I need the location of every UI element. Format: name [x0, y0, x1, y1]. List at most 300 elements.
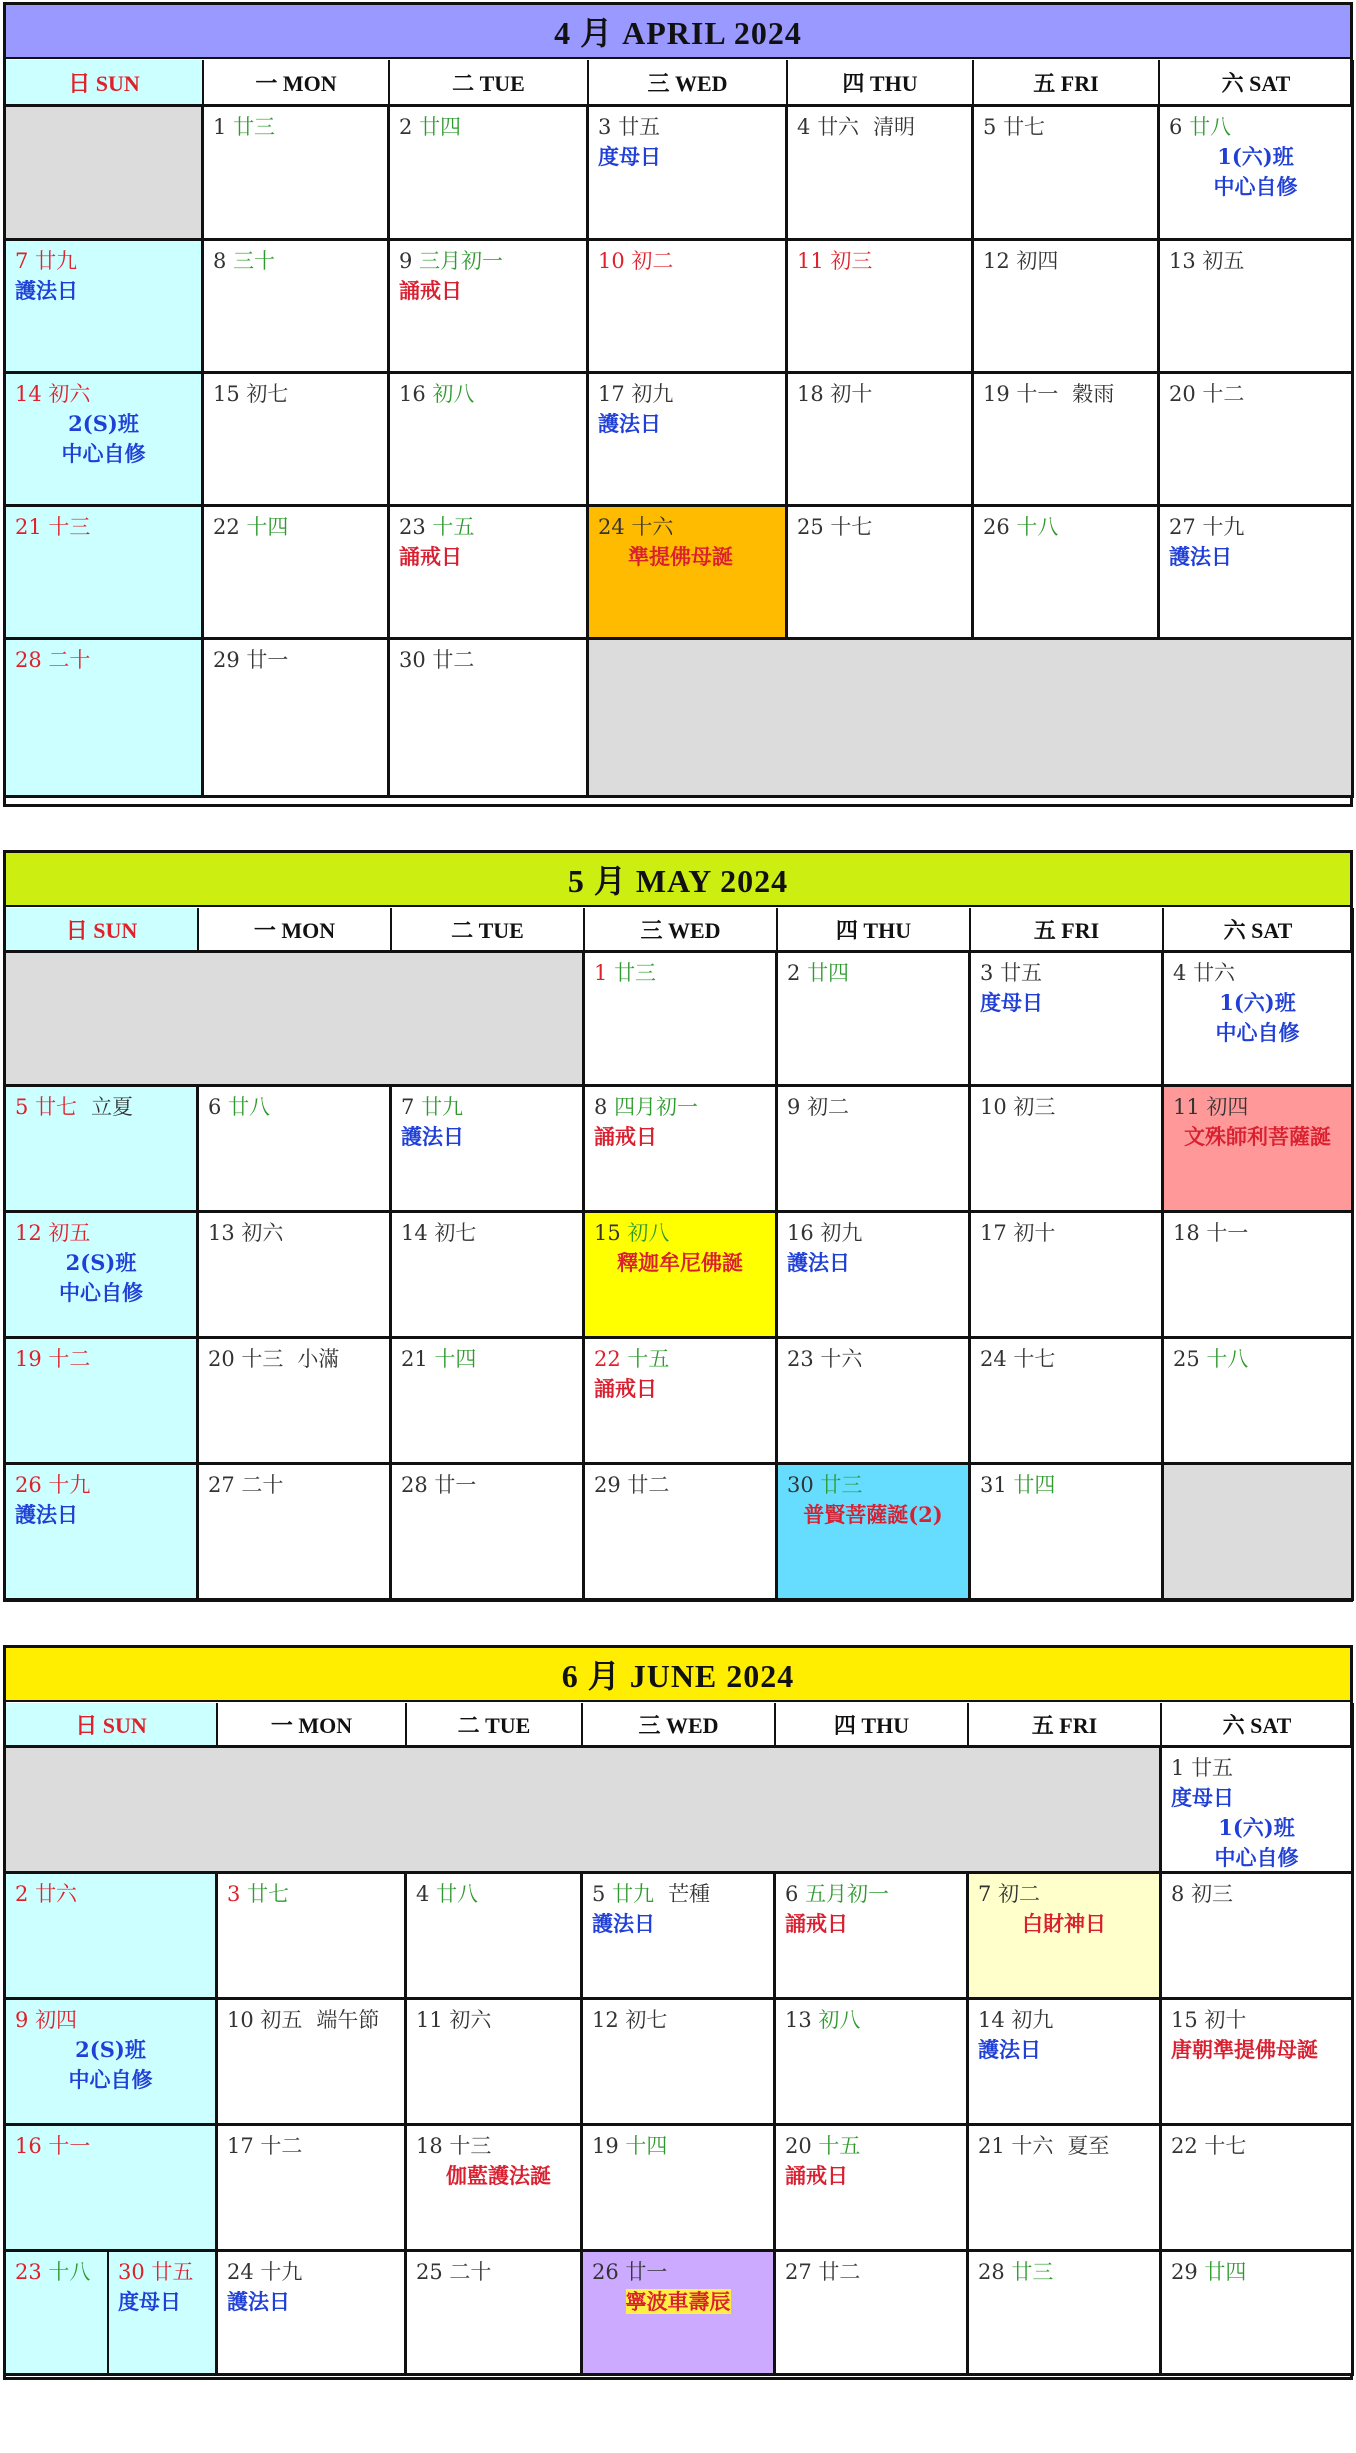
lunar-date: 十九 — [48, 1473, 91, 1497]
day-cell[interactable] — [969, 2000, 1162, 2126]
day-cell[interactable] — [1164, 1339, 1354, 1465]
date-line — [978, 1879, 1159, 1909]
weekday-header-5: 五 FRI — [974, 60, 1160, 107]
solar-term: 小滿 — [297, 1347, 340, 1371]
day-number: 28 — [15, 648, 42, 672]
empty-days — [6, 1748, 1162, 1874]
date-line — [15, 2131, 215, 2161]
day-number: 23 — [787, 1347, 814, 1371]
weekday-header-4: 四 THU — [776, 1703, 969, 1748]
day-number: 28 — [978, 2260, 1005, 2284]
day-cell[interactable] — [6, 640, 204, 798]
event-label: 唐朝準提佛母誕 — [1171, 2037, 1318, 2062]
lunar-date: 十一 — [48, 2134, 91, 2158]
lunar-date: 廿一 — [625, 2260, 668, 2284]
date-line — [797, 246, 971, 276]
event-label: 中心自修 — [1215, 1020, 1300, 1045]
day-cell[interactable] — [1164, 953, 1354, 1087]
date-line — [1173, 1218, 1351, 1248]
event-label: 誦戒日 — [594, 1376, 657, 1401]
date-line — [983, 379, 1157, 409]
lunar-date: 初五 — [48, 1221, 91, 1245]
day-number: 15 — [594, 1221, 621, 1245]
day-number: 2 — [787, 961, 801, 985]
day-number: 5 — [983, 115, 997, 139]
lunar-date: 初六 — [449, 2008, 492, 2032]
lunar-date: 十八 — [48, 2260, 91, 2284]
date-line — [978, 2131, 1159, 2161]
day-cell[interactable] — [199, 1339, 392, 1465]
day-number: 6 — [1169, 115, 1183, 139]
day-cell[interactable] — [583, 2000, 776, 2126]
day-number: 4 — [416, 1882, 430, 1906]
day-cell[interactable] — [776, 2000, 969, 2126]
date-line — [797, 112, 971, 142]
date-line — [797, 512, 971, 542]
event-label: 中心自修 — [68, 2067, 153, 2092]
day-cell[interactable] — [1160, 374, 1354, 507]
day-number: 11 — [1173, 1095, 1200, 1119]
date-line — [227, 1879, 404, 1909]
solar-term: 穀雨 — [1072, 382, 1115, 406]
date-line — [1169, 112, 1351, 142]
month-title: 4 月 APRIL 2024 — [6, 5, 1350, 59]
day-number: 10 — [598, 249, 625, 273]
day-cell[interactable] — [585, 1213, 778, 1339]
day-cell[interactable] — [218, 2252, 407, 2376]
lunar-date: 初九 — [820, 1221, 863, 1245]
month-calendar-june — [3, 1645, 1353, 2380]
day-number: 10 — [227, 2008, 254, 2032]
lunar-date: 十七 — [1013, 1347, 1056, 1371]
lunar-date: 十九 — [260, 2260, 303, 2284]
day-number: 18 — [416, 2134, 443, 2158]
day-number: 13 — [208, 1221, 235, 1245]
day-cell[interactable] — [969, 2126, 1162, 2252]
day-cell[interactable] — [1162, 2126, 1354, 2252]
day-cell[interactable] — [776, 1874, 969, 2000]
date-line — [1169, 246, 1351, 276]
day-cell[interactable] — [390, 374, 589, 507]
day-cell[interactable] — [1162, 1874, 1354, 2000]
event-label: 中心自修 — [1213, 174, 1298, 199]
date-line — [416, 2131, 580, 2161]
date-line — [15, 512, 201, 542]
event-label: 1(六)班 — [1219, 990, 1296, 1015]
day-cell[interactable] — [407, 1874, 583, 2000]
day-cell[interactable] — [392, 1087, 585, 1213]
day-number: 19 — [15, 1347, 42, 1371]
day-cell[interactable] — [204, 241, 390, 374]
lunar-date: 初二 — [998, 1882, 1041, 1906]
day-number: 7 — [401, 1095, 415, 1119]
day-number: 5 — [592, 1882, 606, 1906]
day-cell[interactable] — [392, 1213, 585, 1339]
date-line — [592, 2257, 773, 2287]
day-cell[interactable] — [971, 1213, 1164, 1339]
lunar-date: 十四 — [434, 1347, 477, 1371]
day-number: 31 — [980, 1473, 1007, 1497]
day-cell[interactable] — [204, 507, 390, 640]
lunar-date: 廿四 — [807, 961, 850, 985]
lunar-date: 初四 — [35, 2008, 78, 2032]
event-label: 中心自修 — [59, 1280, 143, 1305]
date-line — [208, 1470, 389, 1500]
day-number: 25 — [416, 2260, 443, 2284]
lunar-date: 初七 — [246, 382, 289, 406]
day-number: 5 — [15, 1095, 29, 1119]
date-line — [399, 645, 586, 675]
event-label: 1(六)班 — [1218, 1815, 1295, 1840]
date-line — [594, 1344, 775, 1374]
event-label: 伽藍護法誕 — [446, 2163, 551, 2188]
day-cell[interactable] — [778, 1339, 971, 1465]
day-number: 10 — [980, 1095, 1007, 1119]
month-title: 6 月 JUNE 2024 — [6, 1648, 1350, 1702]
event-label: 度母日 — [598, 144, 661, 169]
lunar-date: 初六 — [241, 1221, 284, 1245]
day-cell[interactable] — [1160, 241, 1354, 374]
lunar-date: 廿七 — [1003, 115, 1046, 139]
day-cell[interactable] — [199, 1465, 392, 1601]
date-line — [598, 246, 785, 276]
day-number: 29 — [213, 648, 240, 672]
day-cell[interactable] — [218, 1874, 407, 2000]
day-cell[interactable] — [204, 107, 390, 241]
day-number: 12 — [983, 249, 1010, 273]
lunar-date: 十八 — [1206, 1347, 1249, 1371]
lunar-date: 廿二 — [627, 1473, 670, 1497]
day-cell[interactable] — [6, 1087, 199, 1213]
day-subcell[interactable] — [6, 2252, 109, 2373]
event-label: 中心自修 — [1214, 1845, 1299, 1870]
day-number: 15 — [1171, 2008, 1198, 2032]
date-line — [785, 2131, 966, 2161]
day-cell[interactable] — [583, 1874, 776, 2000]
lunar-date: 十四 — [246, 515, 289, 539]
day-cell[interactable] — [971, 953, 1164, 1087]
day-cell[interactable] — [589, 241, 788, 374]
day-cell[interactable] — [6, 2252, 218, 2376]
day-number: 27 — [1169, 515, 1196, 539]
day-cell[interactable] — [199, 1087, 392, 1213]
lunar-date: 廿五 — [618, 115, 661, 139]
lunar-date: 廿一 — [246, 648, 289, 672]
event-label: 白財神日 — [1022, 1911, 1106, 1936]
lunar-date: 五月初一 — [805, 1882, 890, 1906]
lunar-date: 初三 — [1191, 1882, 1234, 1906]
day-cell[interactable] — [218, 2126, 407, 2252]
day-cell[interactable] — [6, 1213, 199, 1339]
day-cell[interactable] — [218, 2000, 407, 2126]
day-cell[interactable] — [1160, 107, 1354, 241]
day-cell[interactable] — [589, 507, 788, 640]
event-label: 誦戒日 — [399, 544, 462, 569]
day-cell[interactable] — [407, 2252, 583, 2376]
day-number: 14 — [978, 2008, 1005, 2032]
day-cell[interactable] — [1164, 1213, 1354, 1339]
day-cell[interactable] — [778, 1213, 971, 1339]
date-line — [118, 2257, 215, 2287]
day-number: 22 — [1171, 2134, 1198, 2158]
date-line — [208, 1092, 389, 1122]
day-cell[interactable] — [199, 1213, 392, 1339]
date-line — [594, 1218, 775, 1248]
date-line — [401, 1218, 582, 1248]
date-line — [15, 1470, 196, 1500]
day-cell[interactable] — [585, 1465, 778, 1601]
lunar-date: 廿三 — [820, 1473, 863, 1497]
lunar-date: 十六 — [820, 1347, 863, 1371]
day-cell[interactable] — [6, 507, 204, 640]
date-line — [15, 2257, 107, 2287]
lunar-date: 廿七 — [247, 1882, 290, 1906]
event-label: 護法日 — [15, 1502, 78, 1527]
event-label: 護法日 — [15, 278, 78, 303]
day-number: 20 — [208, 1347, 235, 1371]
lunar-date: 十二 — [1202, 382, 1245, 406]
event-label — [583, 2287, 773, 2317]
day-cell[interactable] — [204, 374, 390, 507]
event-label: 2(S)班 — [75, 2037, 146, 2062]
event-label: 準提佛母誕 — [628, 544, 733, 569]
date-line — [785, 2005, 966, 2035]
day-number: 24 — [980, 1347, 1007, 1371]
lunar-date: 廿六 — [1193, 961, 1236, 985]
day-cell[interactable] — [6, 1874, 218, 2000]
day-cell[interactable] — [778, 1087, 971, 1213]
day-number: 8 — [594, 1095, 608, 1119]
event-label: 護法日 — [401, 1124, 464, 1149]
date-line — [787, 1218, 968, 1248]
empty-days — [589, 640, 1354, 798]
day-cell[interactable] — [788, 107, 974, 241]
day-cell[interactable] — [407, 2000, 583, 2126]
weekday-header-0: 日 SUN — [6, 1703, 218, 1748]
day-cell[interactable] — [6, 241, 204, 374]
day-number: 17 — [598, 382, 625, 406]
date-line — [594, 1470, 775, 1500]
lunar-date: 廿九 — [612, 1882, 655, 1906]
day-cell[interactable] — [204, 640, 390, 798]
weekday-header-6: 六 SAT — [1160, 60, 1354, 107]
date-line — [980, 1470, 1161, 1500]
lunar-date: 十五 — [432, 515, 475, 539]
lunar-date: 初五 — [260, 2008, 303, 2032]
lunar-date: 廿一 — [434, 1473, 477, 1497]
date-line — [227, 2257, 404, 2287]
lunar-date: 初三 — [830, 249, 873, 273]
day-cell[interactable] — [390, 507, 589, 640]
day-cell[interactable] — [390, 640, 589, 798]
day-cell[interactable] — [776, 2126, 969, 2252]
date-line — [1171, 2257, 1351, 2287]
lunar-date: 廿九 — [35, 249, 78, 273]
date-line — [399, 112, 586, 142]
day-cell[interactable] — [589, 107, 788, 241]
day-number: 14 — [15, 382, 42, 406]
day-number: 4 — [797, 115, 811, 139]
date-line — [787, 1092, 968, 1122]
day-cell[interactable] — [971, 1465, 1164, 1601]
day-cell[interactable] — [969, 2252, 1162, 2376]
lunar-date: 初九 — [1011, 2008, 1054, 2032]
day-number: 21 — [15, 515, 42, 539]
weekday-header-5: 五 FRI — [969, 1703, 1162, 1748]
lunar-date: 初八 — [627, 1221, 670, 1245]
date-line — [401, 1344, 582, 1374]
day-cell[interactable] — [1162, 1748, 1354, 1874]
day-number: 29 — [1171, 2260, 1198, 2284]
weekday-header-2: 二 TUE — [392, 908, 585, 953]
day-number: 12 — [592, 2008, 619, 2032]
empty-days — [1164, 1465, 1354, 1601]
lunar-date: 廿三 — [233, 115, 276, 139]
date-line — [592, 2131, 773, 2161]
lunar-date: 十七 — [1204, 2134, 1247, 2158]
event-label: 護法日 — [1169, 544, 1232, 569]
event-label: 誦戒日 — [594, 1124, 657, 1149]
lunar-date: 十三 — [241, 1347, 284, 1371]
lunar-date: 十三 — [449, 2134, 492, 2158]
date-line — [1171, 1753, 1351, 1783]
date-line — [15, 2005, 215, 2035]
day-number: 19 — [592, 2134, 619, 2158]
day-cell[interactable] — [1164, 1087, 1354, 1213]
day-cell[interactable] — [585, 1339, 778, 1465]
lunar-date: 十九 — [1202, 515, 1245, 539]
day-cell[interactable] — [583, 2252, 776, 2376]
lunar-date: 廿四 — [419, 115, 462, 139]
date-line — [598, 379, 785, 409]
day-number: 27 — [208, 1473, 235, 1497]
day-cell[interactable] — [974, 241, 1160, 374]
date-line — [1173, 1344, 1351, 1374]
day-number: 1 — [213, 115, 227, 139]
day-cell[interactable] — [407, 2126, 583, 2252]
month-calendar-may — [3, 850, 1353, 1602]
day-number: 1 — [1171, 1756, 1185, 1780]
day-cell[interactable] — [1162, 2252, 1354, 2376]
solar-term: 立夏 — [91, 1095, 134, 1119]
day-cell[interactable] — [1160, 507, 1354, 640]
day-cell[interactable] — [788, 374, 974, 507]
day-cell[interactable] — [778, 953, 971, 1087]
day-cell[interactable] — [392, 1465, 585, 1601]
day-cell[interactable] — [969, 1874, 1162, 2000]
day-cell[interactable] — [974, 107, 1160, 241]
day-cell[interactable] — [971, 1339, 1164, 1465]
day-cell[interactable] — [778, 1465, 971, 1601]
day-cell[interactable] — [585, 953, 778, 1087]
date-line — [978, 2005, 1159, 2035]
lunar-date: 十二 — [48, 1347, 91, 1371]
lunar-date: 十四 — [625, 2134, 668, 2158]
day-number: 16 — [399, 382, 426, 406]
day-number: 13 — [785, 2008, 812, 2032]
date-line — [416, 1879, 580, 1909]
lunar-date: 十二 — [260, 2134, 303, 2158]
day-cell[interactable] — [6, 1465, 199, 1601]
day-cell[interactable] — [974, 374, 1160, 507]
day-number: 8 — [1171, 1882, 1185, 1906]
day-number: 18 — [1173, 1221, 1200, 1245]
lunar-date: 十五 — [818, 2134, 861, 2158]
date-line — [787, 1470, 968, 1500]
day-cell[interactable] — [974, 507, 1160, 640]
day-number: 20 — [1169, 382, 1196, 406]
lunar-date: 廿四 — [1013, 1473, 1056, 1497]
day-cell[interactable] — [392, 1339, 585, 1465]
weekday-header-6: 六 SAT — [1164, 908, 1354, 953]
date-line — [15, 246, 201, 276]
lunar-date: 初十 — [1204, 2008, 1247, 2032]
event-label: 度母日 — [118, 2289, 181, 2314]
solar-term: 夏至 — [1067, 2134, 1110, 2158]
day-number: 30 — [399, 648, 426, 672]
lunar-date: 十一 — [1016, 382, 1059, 406]
date-line — [1171, 1879, 1351, 1909]
date-line — [592, 1879, 773, 1909]
day-cell[interactable] — [776, 2252, 969, 2376]
day-cell[interactable] — [6, 2126, 218, 2252]
weekday-header-2: 二 TUE — [407, 1703, 583, 1748]
day-cell[interactable] — [585, 1087, 778, 1213]
date-line — [594, 958, 775, 988]
day-cell[interactable] — [390, 241, 589, 374]
event-label: 誦戒日 — [785, 1911, 848, 1936]
day-cell[interactable] — [583, 2126, 776, 2252]
lunar-date: 廿九 — [421, 1095, 464, 1119]
day-cell[interactable] — [6, 1339, 199, 1465]
lunar-date: 初九 — [631, 382, 674, 406]
weekday-header-3: 三 WED — [583, 1703, 776, 1748]
day-cell[interactable] — [1162, 2000, 1354, 2126]
day-number: 24 — [598, 515, 625, 539]
day-cell[interactable] — [971, 1087, 1164, 1213]
date-line — [213, 379, 387, 409]
day-cell[interactable] — [390, 107, 589, 241]
day-subcell[interactable] — [109, 2252, 215, 2373]
date-line — [208, 1218, 389, 1248]
date-line — [983, 112, 1157, 142]
empty-days — [6, 107, 204, 241]
event-label: 護法日 — [592, 1911, 655, 1936]
day-number: 17 — [980, 1221, 1007, 1245]
day-cell[interactable] — [6, 2000, 218, 2126]
day-cell[interactable] — [6, 374, 204, 507]
day-number: 24 — [227, 2260, 254, 2284]
lunar-date: 二十 — [48, 648, 91, 672]
weekday-header-0: 日 SUN — [6, 60, 204, 107]
date-line — [1173, 1092, 1351, 1122]
day-number: 28 — [401, 1473, 428, 1497]
day-number: 26 — [15, 1473, 42, 1497]
day-number: 21 — [978, 2134, 1005, 2158]
empty-days — [6, 953, 585, 1087]
day-number: 22 — [594, 1347, 621, 1371]
day-cell[interactable] — [788, 241, 974, 374]
day-cell[interactable] — [589, 374, 788, 507]
date-line — [598, 512, 785, 542]
lunar-date: 初二 — [631, 249, 674, 273]
day-number: 9 — [399, 249, 413, 273]
day-cell[interactable] — [788, 507, 974, 640]
date-line — [416, 2005, 580, 2035]
lunar-date: 二十 — [241, 1473, 284, 1497]
weekday-header-2: 二 TUE — [390, 60, 589, 107]
lunar-date: 初八 — [432, 382, 475, 406]
